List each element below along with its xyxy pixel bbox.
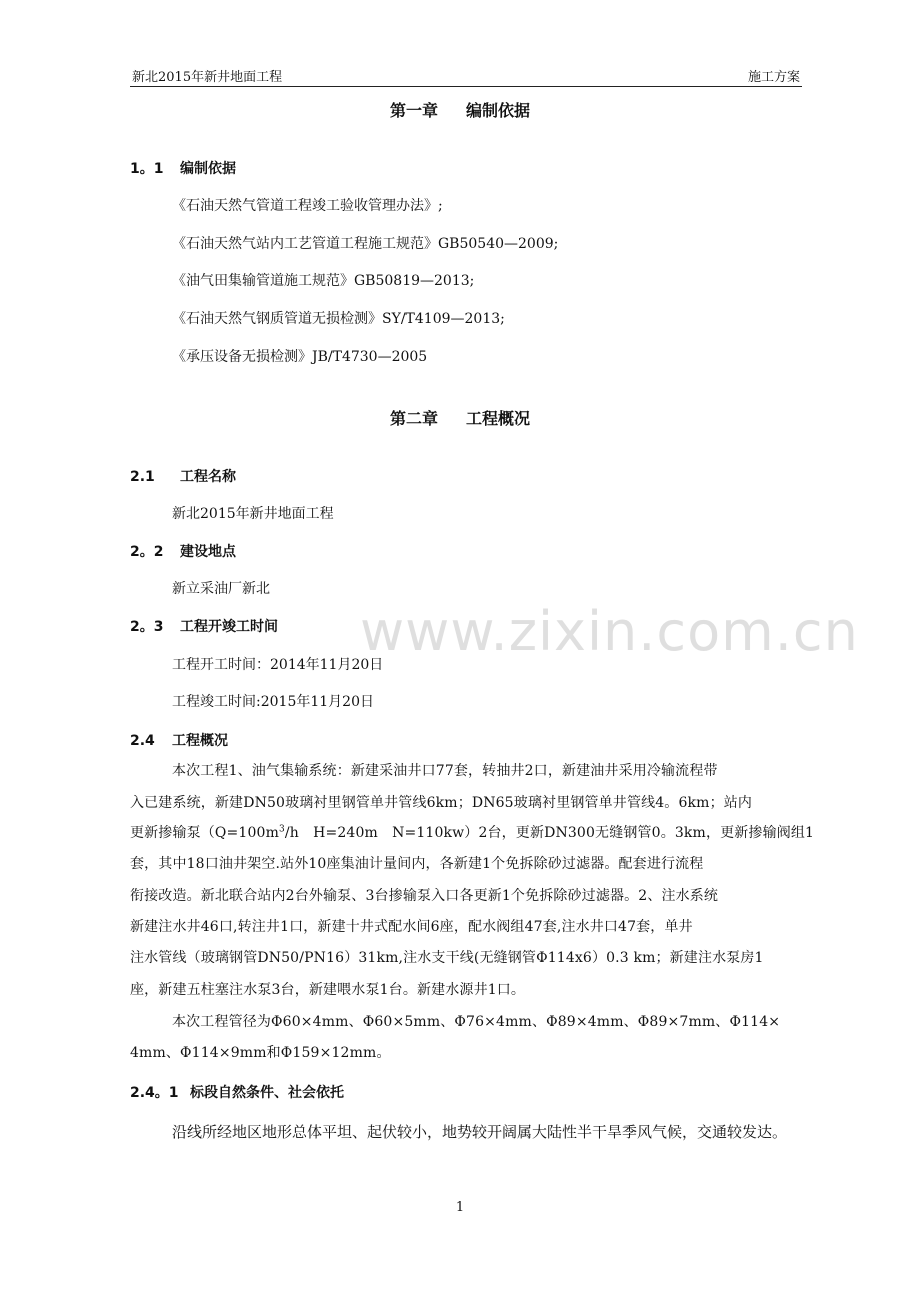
overview-line-part: /h H=240m N=110kw）2台，更新DN300无缝钢管0。3km，更新掺输阀组1 [284, 825, 815, 841]
chapter-1-heading [0, 98, 920, 121]
watermark: www.zixin.com.cn [360, 600, 859, 663]
chapter-1-title: 编制依据 [466, 101, 531, 120]
project-name-text: 新北2015年新井地面工程 [172, 506, 334, 522]
header-right-text: 施工方案 [747, 70, 800, 85]
pipe-size-line: 4mm、Φ114×9mm和Φ159×12mm。 [130, 1045, 391, 1061]
section-2-4-number: 2.4 [130, 733, 155, 749]
overview-line: 套，其中18口油井架空.站外10座集油计量间内，各新建1个免拆除砂过滤器。配套进行流程 [130, 856, 704, 872]
section-1-1-title: 编制依据 [180, 161, 236, 177]
natural-conditions-text: 沿线所经地区地形总体平坦、起伏较小，地势较开阔属大陆性半干旱季风气候，交通较发达。 [172, 1123, 788, 1141]
start-time-text: 工程开工时间：2014年11月20日 [172, 657, 384, 673]
reference-item: 《承压设备无损检测》JB/T4730—2005 [172, 349, 428, 365]
section-2-3-title: 工程开竣工时间 [180, 619, 278, 635]
overview-line: 衔接改造。新北联合站内2台外输泵、3台掺输泵入口各更新1个免拆除砂过滤器。2、注水系统 [130, 888, 719, 904]
section-2-3-heading [130, 616, 278, 636]
chapter-2-number: 第二章 [389, 409, 438, 428]
reference-item: 《石油天然气钢质管道无损检测》SY/T4109—2013; [172, 311, 505, 327]
superscript-exponent: 3 [279, 824, 285, 835]
overview-line: 新建注水井46口,转注井1口，新建十井式配水间6座，配水阀组47套,注水井口47套，单井 [130, 919, 693, 935]
section-2-1-number: 2.1 [130, 469, 155, 485]
chapter-2-heading [0, 406, 920, 429]
overview-line: 本次工程1、油气集输系统：新建采油井口77套，转抽井2口，新建油井采用冷输流程带 [172, 763, 718, 779]
section-2-4-1-title: 标段自然条件、社会依托 [190, 1085, 344, 1101]
page-number: 1 [455, 1200, 465, 1215]
section-2-3-number: 2。3 [130, 619, 164, 635]
section-2-1-title: 工程名称 [180, 469, 236, 485]
section-2-2-number: 2。2 [130, 544, 164, 560]
overview-line: 注水管线（玻璃钢管DN50/PN16）31km,注水支干线(无缝钢管Φ114x6）0.3 km；新建注水泵房1 [130, 950, 764, 966]
location-text: 新立采油厂新北 [172, 581, 270, 597]
page-header [130, 64, 802, 87]
overview-line [130, 822, 820, 842]
section-2-2-heading [130, 541, 236, 561]
header-left-text: 新北2015年新井地面工程 [132, 70, 283, 85]
reference-item: 《油气田集输管道施工规范》GB50819—2013; [172, 273, 475, 289]
section-2-2-title: 建设地点 [180, 544, 236, 560]
overview-line: 座，新建五柱塞注水泵3台，新建喂水泵1台。新建水源井1口。 [130, 982, 526, 998]
pipe-size-line: 本次工程管径为Φ60×4mm、Φ60×5mm、Φ76×4mm、Φ89×4mm、Φ89×7mm、Φ114× [172, 1014, 781, 1030]
end-time-text: 工程竣工时间:2015年11月20日 [172, 694, 374, 710]
chapter-2-title: 工程概况 [466, 409, 531, 428]
section-2-4-1-number: 2.4。1 [130, 1085, 179, 1101]
reference-item: 《石油天然气管道工程竣工验收管理办法》; [172, 198, 443, 214]
chapter-1-number: 第一章 [389, 101, 438, 120]
section-1-1-heading [130, 158, 236, 178]
overview-line: 入已建系统，新建DN50玻璃衬里钢管单井管线6km；DN65玻璃衬里钢管单井管线4。6km；站内 [130, 795, 753, 811]
section-2-1-heading [130, 466, 236, 486]
section-1-1-number: 1。1 [130, 161, 164, 177]
overview-line-part: 更新掺输泵（Q=100m [130, 825, 280, 841]
section-2-4-title: 工程概况 [172, 733, 228, 749]
section-2-4-1-heading [130, 1082, 344, 1102]
reference-item: 《石油天然气站内工艺管道工程施工规范》GB50540—2009; [172, 236, 559, 252]
section-2-4-heading [130, 730, 228, 750]
